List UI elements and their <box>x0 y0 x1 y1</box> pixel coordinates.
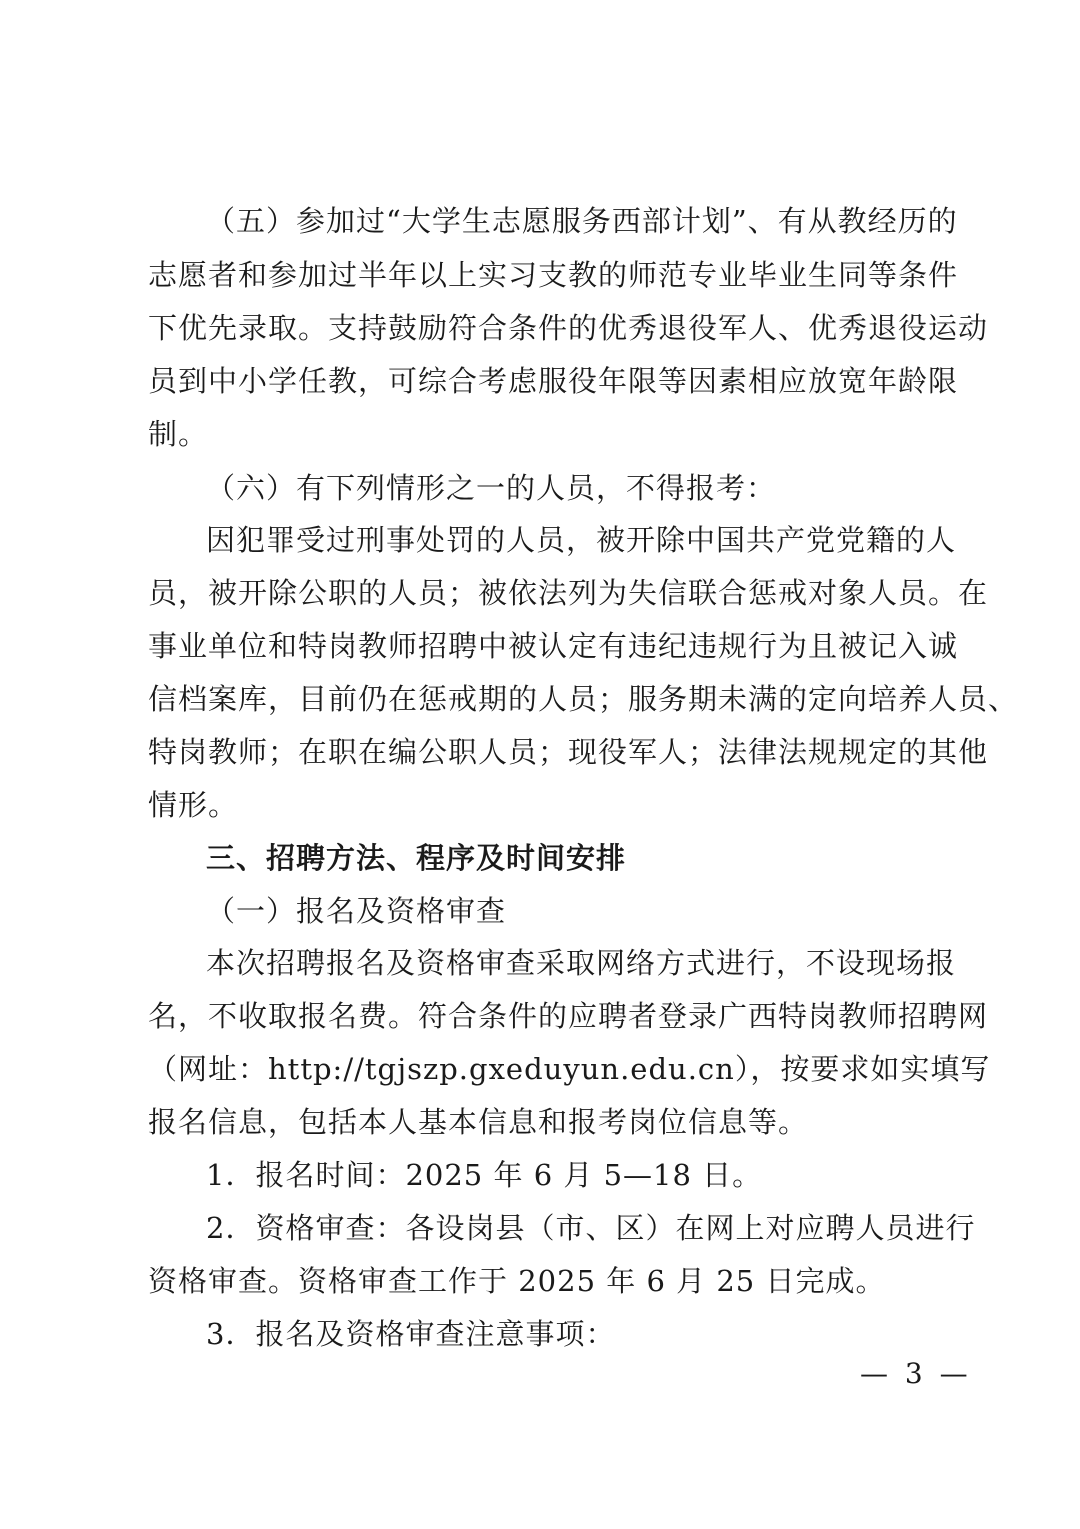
subsection-1-body-line-1: 本次招聘报名及资格审查采取网络方式进行，不设现场报 <box>206 946 957 980</box>
paragraph-5-line-5: 制。 <box>148 417 209 451</box>
subsection-1-body-line-4: 报名信息，包括本人基本信息和报考岗位信息等。 <box>148 1105 809 1139</box>
paragraph-6-line-1: （六）有下列情形之一的人员，不得报考： <box>206 471 777 505</box>
paragraph-5-line-1: （五）参加过“大学生志愿服务西部计划”、有从教经历的 <box>206 204 958 238</box>
paragraph-6-body-line-6: 情形。 <box>148 788 239 822</box>
subsection-1-heading: （一）报名及资格审查 <box>206 894 507 928</box>
item-1-registration-time: 1．报名时间：2025 年 6 月 5—18 日。 <box>206 1158 763 1192</box>
paragraph-6-body-line-1: 因犯罪受过刑事处罚的人员，被开除中国共产党党籍的人 <box>206 523 957 557</box>
item-3-notes-heading: 3．报名及资格审查注意事项： <box>206 1317 616 1351</box>
paragraph-6-body-line-4: 信档案库，目前仍在惩戒期的人员；服务期未满的定向培养人员、 <box>148 682 1019 716</box>
paragraph-5-line-3: 下优先录取。支持鼓励符合条件的优秀退役军人、优秀退役运动 <box>148 311 989 345</box>
page-number: — 3 — <box>860 1357 972 1390</box>
paragraph-5-line-4: 员到中小学任教，可综合考虑服役年限等因素相应放宽年龄限 <box>148 364 959 398</box>
paragraph-5-line-2: 志愿者和参加过半年以上实习支教的师范专业毕业生同等条件 <box>148 258 959 292</box>
paragraph-6-body-line-3: 事业单位和特岗教师招聘中被认定有违纪违规行为且被记入诚 <box>148 629 959 663</box>
subsection-1-body-line-2: 名，不收取报名费。符合条件的应聘者登录广西特岗教师招聘网 <box>148 999 989 1033</box>
item-2-line-2: 资格审查。资格审查工作于 2025 年 6 月 25 日完成。 <box>148 1264 886 1298</box>
paragraph-6-body-line-5: 特岗教师；在职在编公职人员；现役军人；法律法规规定的其他 <box>148 735 989 769</box>
section-3-heading: 三、招聘方法、程序及时间安排 <box>206 841 627 875</box>
paragraph-6-body-line-2: 员，被开除公职的人员；被依法列为失信联合惩戒对象人员。在 <box>148 576 989 610</box>
subsection-1-body-line-3: （网址：http://tgjszp.gxeduyun.edu.cn），按要求如实填写 <box>148 1052 991 1086</box>
item-2-line-1: 2．资格审查：各设岗县（市、区）在网上对应聘人员进行 <box>206 1211 976 1245</box>
